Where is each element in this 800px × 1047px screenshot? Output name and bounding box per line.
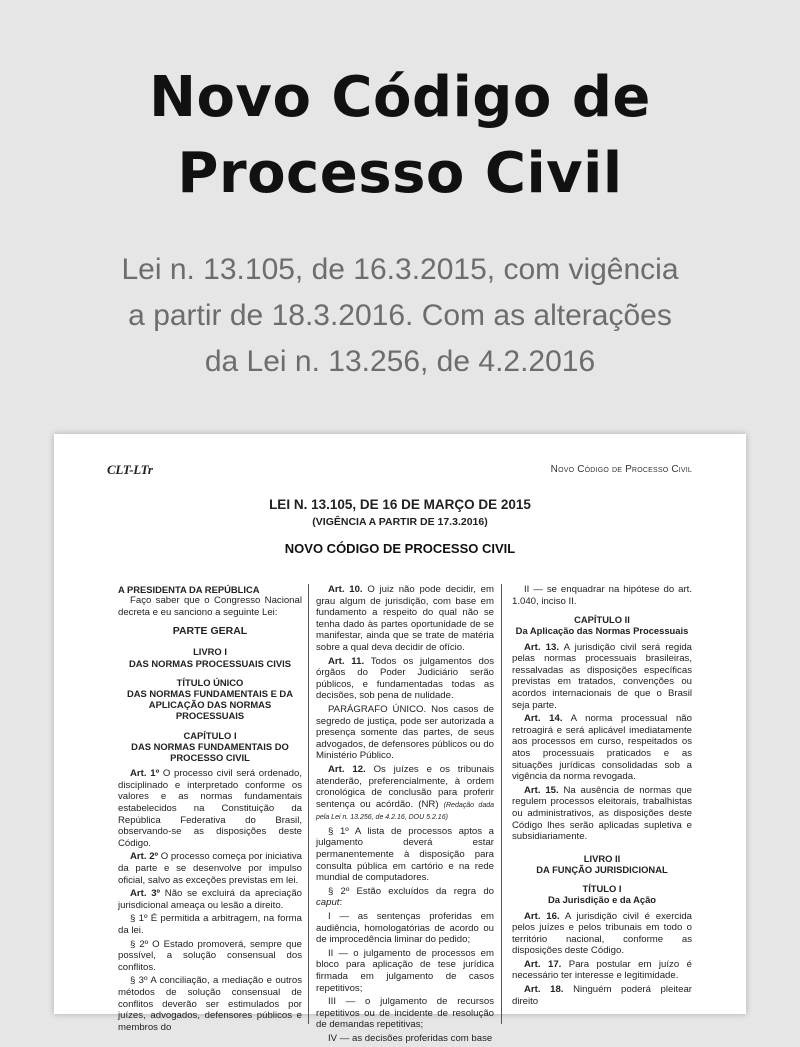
column-divider — [308, 584, 309, 1024]
article-11 — [316, 656, 494, 702]
law-title: LEI N. 13.105, DE 16 DE MARÇO DE 2015 — [269, 497, 531, 512]
hero-subtitle — [60, 247, 740, 385]
article-text: Todos os julgamentos dos órgãos do Poder Judiciário serão públicos, e fundamentadas todas as decisões, sob pena de nulidade. — [316, 655, 495, 702]
paragraph: § 1º A lista de processos aptos a julgamento deverá estar permanentemente à disposição para consulta pública em cartório e na rede mundial de computadores. — [316, 825, 494, 884]
item: II — se enquadrar na hipótese do art. 1.040, inciso II. — [512, 584, 692, 607]
article-label: Art. 1º — [130, 768, 160, 780]
hero-title — [0, 60, 800, 212]
article-label: Art. 13. — [524, 641, 560, 653]
article-10 — [316, 584, 494, 654]
hero-title-line-1: Novo Código de — [149, 65, 651, 130]
hero-title-line-2: Processo Civil — [177, 141, 623, 206]
paragraph-italic: caput — [316, 897, 340, 909]
title-heading: TÍTULO I — [582, 883, 622, 895]
paragraph-text: : — [339, 897, 343, 909]
article-text: A jurisdição civil será regida pelas normas processuais brasileiras, ressalvadas as disposições específicas previstas em tratados, convenções ou acordos internacionais de que o Brasil seja parte. — [512, 641, 693, 711]
column-divider — [501, 584, 502, 1024]
article-label: Art. 18. — [524, 984, 564, 996]
article-3 — [118, 888, 302, 911]
article-label: Art. 11. — [328, 655, 365, 667]
item: II — o julgamento de processos em bloco para aplicação de tese jurídica firmada em julgamento de casos repetitivos; — [316, 947, 494, 994]
text-column-3 — [512, 584, 692, 1009]
article-label: Art. 14. — [524, 713, 563, 725]
chapter-name: DAS NORMAS FUNDAMENTAIS DO PROCESSO CIVIL — [131, 740, 289, 764]
amendment-note: (Redação dada pela Lei n. 13.256, de 4.2.16, DOU 5.2.16) — [316, 801, 494, 822]
article-text: O processo começa por iniciativa da parte e se desenvolve por impulso oficial, salvo as exceções previstas em lei. — [118, 851, 302, 886]
title-name: Da Jurisdição e da Ação — [547, 894, 657, 906]
paragraph — [316, 886, 494, 909]
article-text: Ninguém poderá pleitear direito — [512, 984, 692, 1007]
paragraph-text: § 2º Estão excluídos da regra do — [328, 885, 494, 897]
article-text: O juiz não pode decidir, em grau algum de jurisdição, com base em fundamento a respeito do qual não se tenha dado às partes oportunidade de se manifestar, ainda que se trate de matéria sobre a qual deva decidir de ofício. — [316, 584, 494, 653]
code-title: NOVO CÓDIGO DE PROCESSO CIVIL — [284, 541, 516, 556]
article-18 — [512, 984, 692, 1007]
article-2 — [118, 851, 302, 886]
paragraph: § 1º É permitida a arbitragem, na forma da lei. — [118, 913, 302, 936]
hero-subtitle-line-2: a partir de 18.3.2016. Com as alterações — [128, 299, 672, 332]
article-1 — [118, 768, 302, 849]
paragraph: Faço saber que o Congresso Nacional decreta e eu sanciono a seguinte Lei: — [118, 595, 302, 618]
text-column-2 — [316, 584, 494, 1047]
article-label: Art. 17. — [524, 958, 562, 970]
article-label: Art. 2º — [130, 851, 159, 863]
book-heading: LIVRO I — [193, 646, 227, 658]
hero-subtitle-line-3: da Lei n. 13.256, de 4.2.2016 — [204, 345, 596, 378]
item: I — as sentenças proferidas em audiência, homologatórias de acordo ou de improcedência liminar do pedido; — [316, 911, 494, 946]
paragraph: § 2º O Estado promoverá, sempre que possível, a solução consensual dos conflitos. — [118, 938, 302, 973]
chapter-heading: CAPÍTULO I — [183, 729, 237, 741]
article-text: Não se excluirá da apreciação jurisdicional ameaça ou lesão a direito. — [118, 888, 302, 911]
title-name: DAS NORMAS FUNDAMENTAIS E DA APLICAÇÃO DAS NORMAS PROCESSUAIS — [127, 688, 293, 722]
article-text: Os juízes e os tribunais atenderão, preferencialmente, à ordem cronológica de conclusão para proferir sentença ou acórdão. (NR) — [316, 763, 494, 810]
article-label: Art. 10. — [328, 584, 363, 595]
article-17 — [512, 959, 692, 982]
article-12 — [316, 764, 494, 824]
publisher-logo: CLT-LTr — [107, 462, 153, 477]
article-text: A norma processual não retroagirá e será aplicável imediatamente aos processos em curso, respeitados os atos processuais praticados e as situações jurídicas consolidadas sob a vigência da norma revogada. — [512, 713, 692, 783]
chapter-heading: CAPÍTULO II — [574, 614, 630, 626]
book-heading: LIVRO II — [583, 852, 621, 864]
article-text: Para postular em juízo é necessário ter interesse e legitimidade. — [512, 958, 692, 982]
section-heading: A PRESIDENTA DA REPÚBLICA — [118, 584, 260, 595]
title-heading: TÍTULO ÚNICO — [176, 676, 244, 688]
article-text: A jurisdição civil é exercida pelos juízes e pelos tribunais em todo o território nacional, conforme as disposições deste Código. — [512, 910, 692, 957]
law-vigencia: (VIGÊNCIA A PARTIR DE 17.3.2016) — [312, 516, 488, 528]
text-column-1 — [118, 584, 302, 1035]
article-15 — [512, 785, 692, 843]
running-head: Novo Código de Processo Civil — [550, 464, 692, 475]
hero-subtitle-line-1: Lei n. 13.105, de 16.3.2015, com vigência — [121, 253, 679, 286]
item: IV — as decisões proferidas com base — [328, 1032, 493, 1044]
article-label: Art. 16. — [524, 910, 560, 922]
chapter-name: Da Aplicação das Normas Processuais — [515, 625, 689, 637]
item: III — o julgamento de recursos repetitivos ou de incidente de resolução de demandas repetitivas; — [316, 996, 494, 1031]
paragraph: § 3º A conciliação, a mediação e outros métodos de solução consensual de conflitos deverão ser estimulados por juízes, advogados, defensores públicos e membros do — [118, 975, 302, 1033]
article-14 — [512, 713, 692, 783]
article-text: Na ausência de normas que regulem processos eleitorais, trabalhistas ou administrativos, as disposições deste Código lhes serão aplicadas supletiva e subsidiariamente. — [512, 784, 692, 843]
article-label: Art. 12. — [328, 763, 366, 775]
book-name: DA FUNÇÃO JURISDICIONAL — [536, 863, 668, 875]
paragraph: PARÁGRAFO ÚNICO. Nos casos de segredo de justiça, pode ser autorizada a presença somente das partes, de seus advogados, de defensores públicos ou do Ministério Público. — [316, 703, 494, 762]
article-label: Art. 15. — [524, 784, 559, 796]
document-page-preview — [54, 434, 746, 1044]
article-text: O processo civil será ordenado, disciplinado e interpretado conforme os valores e as normas fundamentais estabelecidos na Constituição da República Federativa do Brasil, observando-se as disposições deste Código. — [118, 768, 302, 849]
article-label: Art. 3º — [130, 888, 161, 900]
article-13 — [512, 642, 692, 712]
article-16 — [512, 911, 692, 957]
part-heading: PARTE GERAL — [172, 625, 248, 638]
book-name: DAS NORMAS PROCESSUAIS CIVIS — [128, 657, 291, 669]
